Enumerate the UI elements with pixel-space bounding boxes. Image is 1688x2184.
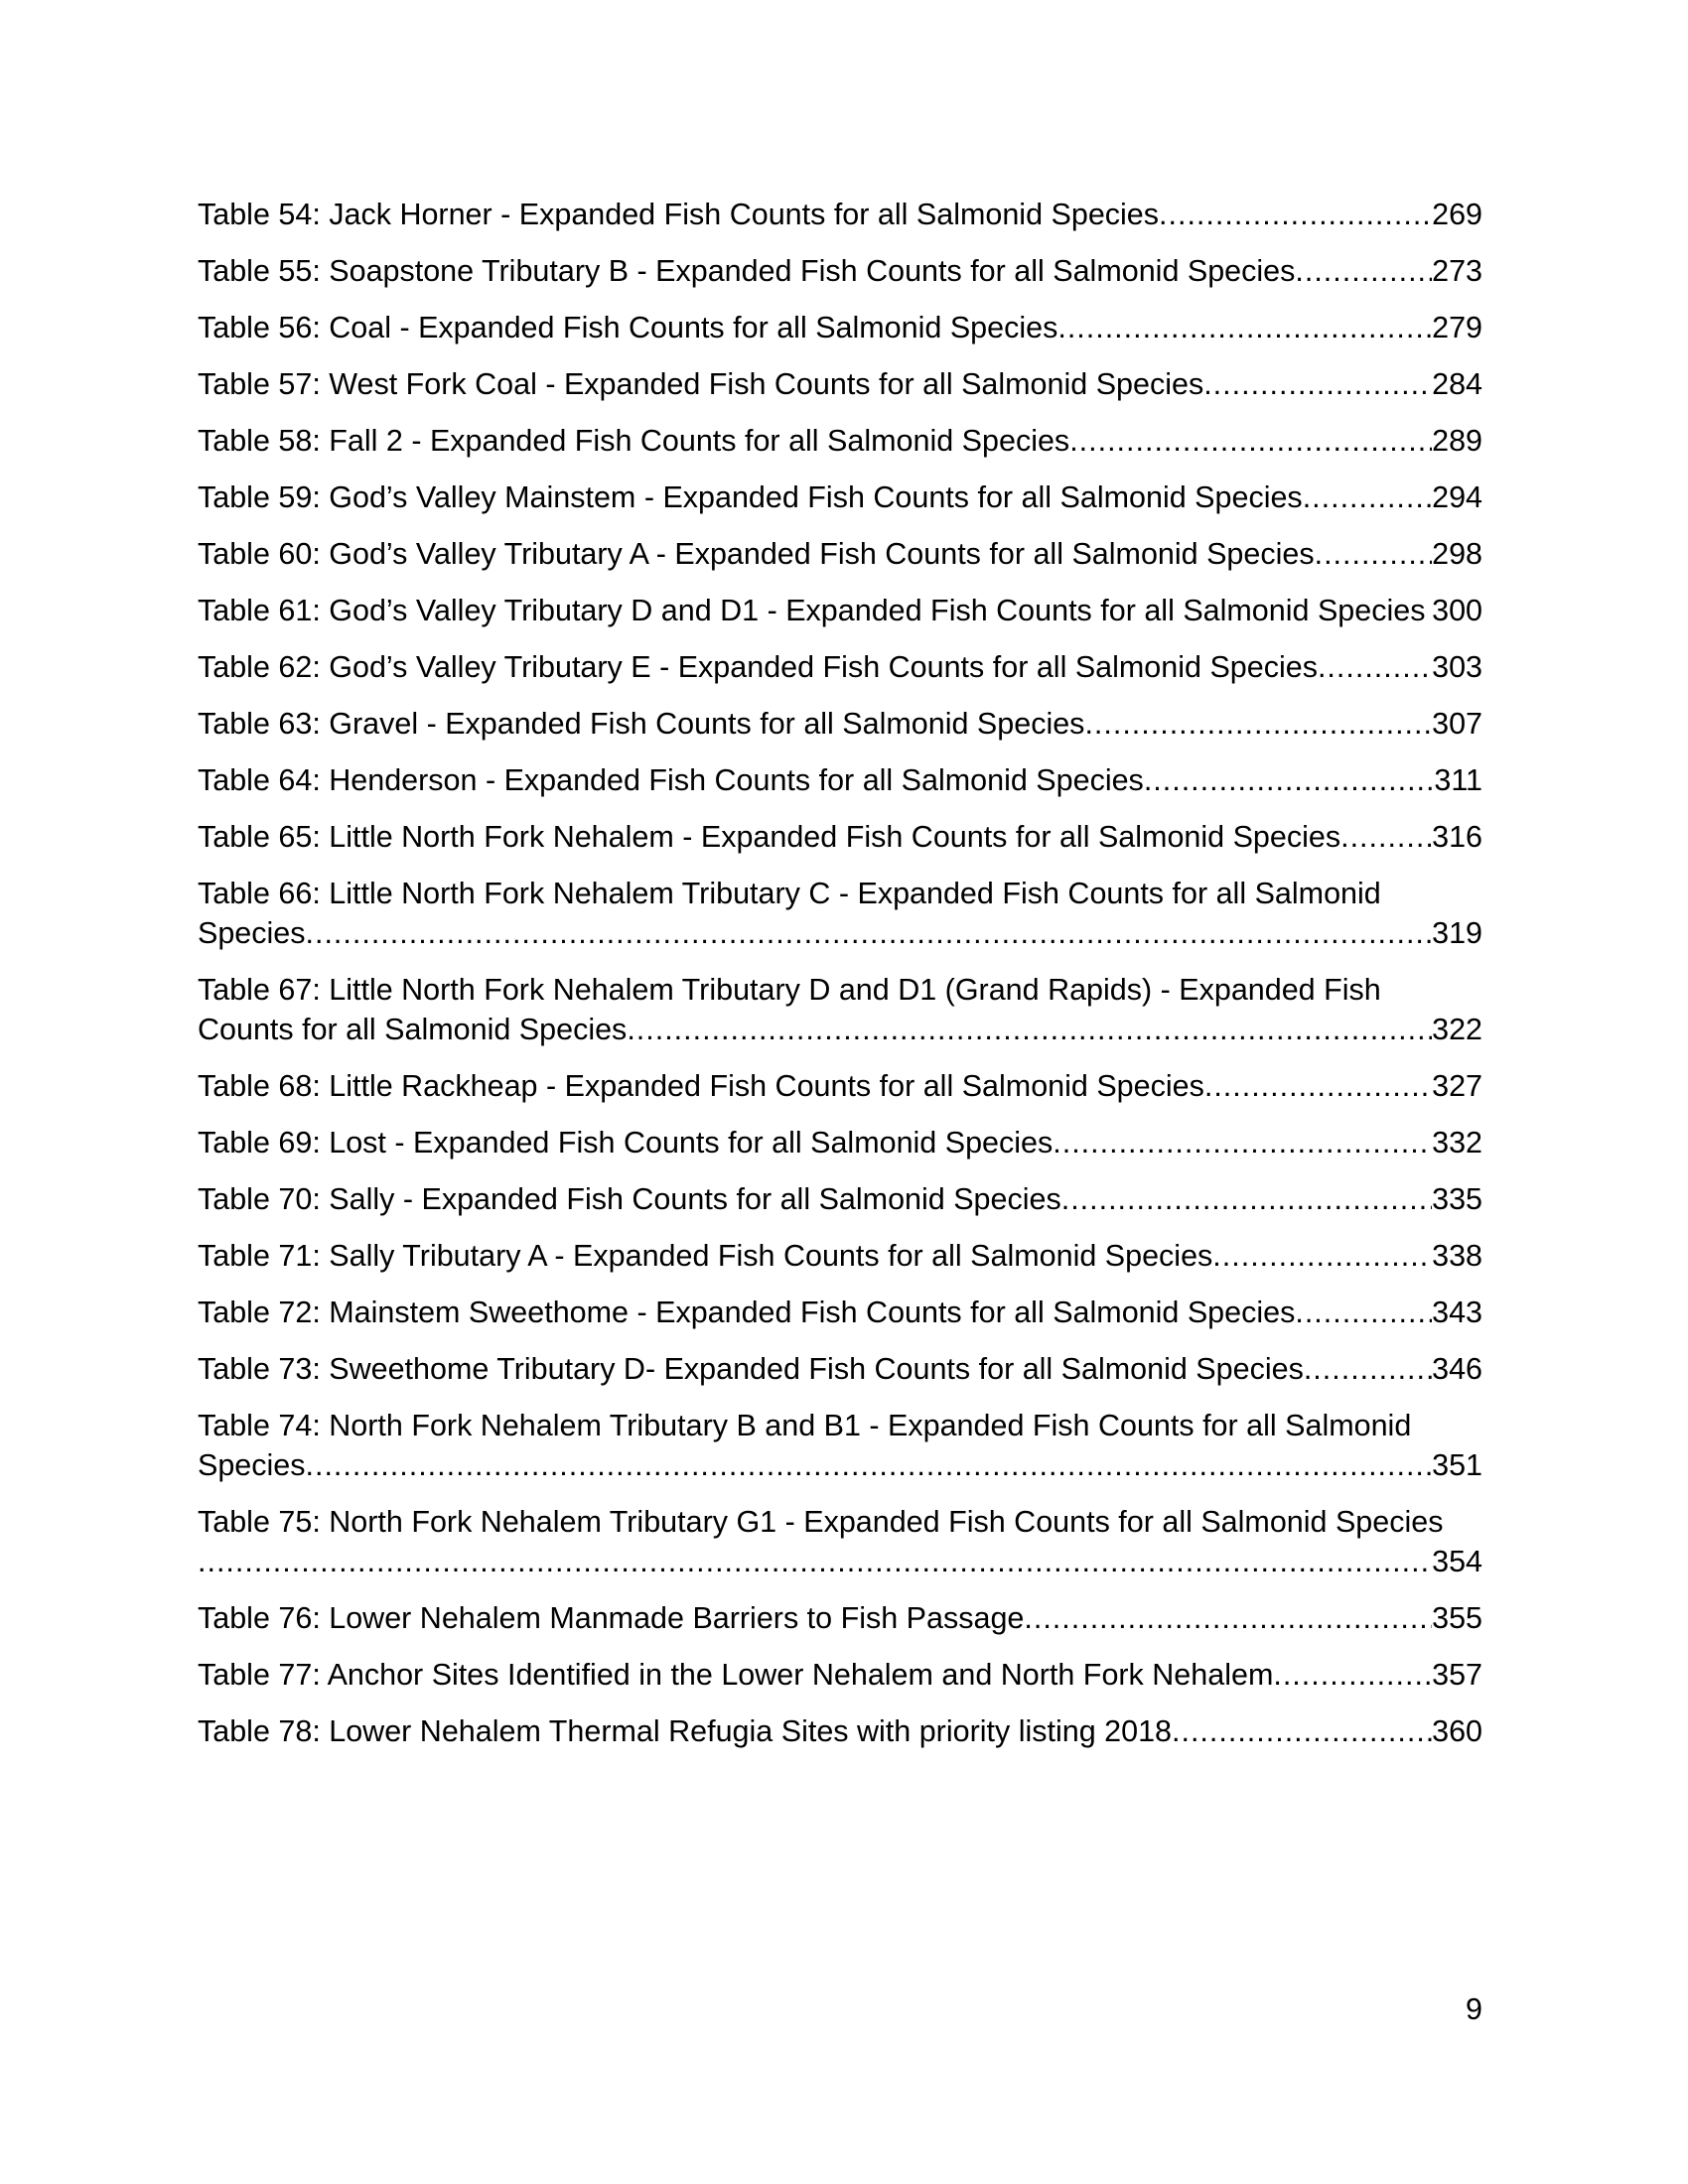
toc-entry-title: Table 68: Little Rackheap - Expanded Fish Counts for all Salmonid Species <box>198 1069 1204 1103</box>
toc-entry-page: 316 <box>1432 820 1482 854</box>
toc-dot-leader <box>1172 1711 1432 1751</box>
toc-entry-page: 357 <box>1432 1658 1482 1692</box>
toc-entry[interactable] <box>198 591 1482 630</box>
toc-dot-leader <box>1315 534 1433 574</box>
toc-entry[interactable] <box>198 421 1482 461</box>
page-number: 9 <box>1466 1992 1482 2026</box>
toc-entry-title: Table 70: Sally - Expanded Fish Counts for all Salmonid Species <box>198 1182 1061 1216</box>
toc-entry-page: 327 <box>1432 1069 1482 1103</box>
toc-entry-page: 335 <box>1432 1182 1482 1216</box>
toc-entry-title: Table 62: God’s Valley Tributary E - Expanded Fish Counts for all Salmonid Species <box>198 650 1318 684</box>
toc-entry-title-line: Table 66: Little North Fork Nehalem Tributary C - Expanded Fish Counts for all Salmonid <box>198 877 1381 910</box>
toc-entry[interactable] <box>198 874 1482 953</box>
toc-entry[interactable] <box>198 364 1482 404</box>
toc-entry-title: Table 63: Gravel - Expanded Fish Counts for all Salmonid Species <box>198 707 1085 741</box>
toc-dot-leader <box>1024 1598 1432 1638</box>
toc-entry-page: 322 <box>1432 1013 1482 1046</box>
toc-entry-line <box>198 817 1482 857</box>
toc-entry-title: Table 77: Anchor Sites Identified in the Lower Nehalem and North Fork Nehalem <box>198 1658 1274 1692</box>
toc-entry-line <box>198 308 1482 347</box>
toc-dot-leader <box>1318 647 1432 687</box>
toc-entry-title-line: Table 75: North Fork Nehalem Tributary G1 - Expanded Fish Counts for all Salmonid Species <box>198 1505 1444 1539</box>
toc-entry-line <box>198 251 1482 291</box>
toc-entry-title: Table 76: Lower Nehalem Manmade Barriers to Fish Passage <box>198 1601 1025 1635</box>
toc-dot-leader <box>1204 1066 1432 1106</box>
toc-entry[interactable] <box>198 1655 1482 1695</box>
toc-dot-leader <box>1340 817 1432 857</box>
toc-entry-page: 346 <box>1432 1352 1482 1386</box>
toc-dot-leader <box>1295 251 1432 291</box>
toc-entry-title: Species <box>198 916 306 950</box>
toc-entry-page: 279 <box>1432 311 1482 344</box>
toc-entry-line <box>198 1236 1482 1276</box>
toc-entry[interactable] <box>198 478 1482 517</box>
toc-entry-line <box>198 1349 1482 1389</box>
toc-entry[interactable] <box>198 1349 1482 1389</box>
toc-entry-line <box>198 913 1482 953</box>
toc-dot-leader <box>1304 1349 1432 1389</box>
toc-entry-line <box>198 1293 1482 1332</box>
toc-entry[interactable] <box>198 534 1482 574</box>
toc-entry-line <box>198 1445 1482 1485</box>
toc-entry-line <box>198 1066 1482 1106</box>
toc-entry-title-line: Table 67: Little North Fork Nehalem Tributary D and D1 (Grand Rapids) - Expanded Fish <box>198 973 1381 1007</box>
toc-entry[interactable] <box>198 970 1482 1049</box>
toc-dot-leader <box>627 1010 1432 1049</box>
toc-entry[interactable] <box>198 1179 1482 1219</box>
toc-dot-leader <box>1069 421 1432 461</box>
toc-dot-leader <box>1053 1123 1432 1162</box>
toc-dot-leader <box>1273 1655 1432 1695</box>
toc-entry[interactable] <box>198 817 1482 857</box>
toc-entry-title: Table 55: Soapstone Tributary B - Expanded Fish Counts for all Salmonid Species <box>198 254 1296 288</box>
toc-entry-page: 269 <box>1432 198 1482 231</box>
toc-entry-page: 273 <box>1432 254 1482 288</box>
toc-entry-line <box>198 591 1482 630</box>
toc-entry-line <box>198 364 1482 404</box>
toc-dot-leader <box>1159 195 1432 234</box>
toc-entry-line <box>198 1598 1482 1638</box>
toc-entry-line <box>198 534 1482 574</box>
table-of-contents <box>198 195 1482 1768</box>
toc-entry-title: Table 57: West Fork Coal - Expanded Fish Counts for all Salmonid Species <box>198 367 1204 401</box>
toc-entry[interactable] <box>198 647 1482 687</box>
toc-dot-leader <box>1144 760 1435 800</box>
toc-entry[interactable] <box>198 195 1482 234</box>
toc-entry[interactable] <box>198 704 1482 744</box>
toc-entry-page: 338 <box>1432 1239 1482 1273</box>
toc-entry-line <box>198 1010 1482 1049</box>
toc-entry-line <box>198 760 1482 800</box>
toc-entry-page: 351 <box>1432 1448 1482 1482</box>
toc-entry-title: Table 58: Fall 2 - Expanded Fish Counts for all Salmonid Species <box>198 424 1070 458</box>
toc-entry-title: Table 73: Sweethome Tributary D- Expanded Fish Counts for all Salmonid Species <box>198 1352 1304 1386</box>
toc-entry-line <box>198 1123 1482 1162</box>
toc-entry-line <box>198 1179 1482 1219</box>
toc-entry-line <box>198 1655 1482 1695</box>
toc-dot-leader <box>1057 308 1432 347</box>
toc-dot-leader <box>1295 1293 1432 1332</box>
toc-entry[interactable] <box>198 251 1482 291</box>
toc-entry-page: 311 <box>1434 763 1482 797</box>
toc-entry-title: Table 54: Jack Horner - Expanded Fish Counts for all Salmonid Species <box>198 198 1160 231</box>
toc-entry[interactable] <box>198 308 1482 347</box>
toc-entry-title: Table 69: Lost - Expanded Fish Counts for all Salmonid Species <box>198 1126 1054 1160</box>
toc-entry[interactable] <box>198 1711 1482 1751</box>
toc-entry[interactable] <box>198 1123 1482 1162</box>
toc-entry-page: 319 <box>1432 916 1482 950</box>
toc-entry-title: Table 72: Mainstem Sweethome - Expanded Fish Counts for all Salmonid Species <box>198 1296 1296 1329</box>
toc-entry-title: Table 60: God’s Valley Tributary A - Expanded Fish Counts for all Salmonid Species <box>198 537 1315 571</box>
toc-entry-title: Table 59: God’s Valley Mainstem - Expanded Fish Counts for all Salmonid Species <box>198 480 1303 514</box>
toc-entry[interactable] <box>198 760 1482 800</box>
toc-entry[interactable] <box>198 1236 1482 1276</box>
toc-entry-line <box>198 1711 1482 1751</box>
toc-dot-leader <box>198 1542 1432 1581</box>
toc-entry-title: Table 71: Sally Tributary A - Expanded Fish Counts for all Salmonid Species <box>198 1239 1213 1273</box>
toc-dot-leader <box>1084 704 1432 744</box>
toc-entry-line <box>198 421 1482 461</box>
toc-entry-page: 343 <box>1432 1296 1482 1329</box>
toc-entry-title: Table 65: Little North Fork Nehalem - Expanded Fish Counts for all Salmonid Species <box>198 820 1341 854</box>
toc-entry-line <box>198 195 1482 234</box>
toc-entry-title: Species <box>198 1448 306 1482</box>
toc-entry-page: 289 <box>1432 424 1482 458</box>
toc-entry[interactable] <box>198 1066 1482 1106</box>
toc-dot-leader <box>1061 1179 1432 1219</box>
toc-entry-line <box>198 647 1482 687</box>
toc-entry-page: 294 <box>1432 480 1482 514</box>
toc-entry-page: 284 <box>1432 367 1482 401</box>
toc-entry-title: Table 56: Coal - Expanded Fish Counts for all Salmonid Species <box>198 311 1058 344</box>
toc-entry-page: 307 <box>1432 707 1482 741</box>
toc-entry[interactable] <box>198 1293 1482 1332</box>
toc-dot-leader <box>306 1445 1433 1485</box>
toc-entry-page: 298 <box>1432 537 1482 571</box>
toc-entry-title: Table 61: God’s Valley Tributary D and D1 - Expanded Fish Counts for all Salmonid Species <box>198 594 1426 627</box>
toc-dot-leader <box>1303 478 1432 517</box>
toc-entry-title: Table 64: Henderson - Expanded Fish Counts for all Salmonid Species <box>198 763 1144 797</box>
toc-entry-line <box>198 704 1482 744</box>
toc-entry-page: 303 <box>1432 650 1482 684</box>
toc-entry[interactable] <box>198 1502 1482 1581</box>
toc-entry-line <box>198 478 1482 517</box>
toc-entry-line <box>198 1542 1482 1581</box>
toc-entry-page: 360 <box>1432 1714 1482 1748</box>
toc-entry-title-line: Table 74: North Fork Nehalem Tributary B and B1 - Expanded Fish Counts for all Salmonid <box>198 1409 1412 1442</box>
toc-entry-title: Counts for all Salmonid Species <box>198 1013 628 1046</box>
toc-dot-leader <box>306 913 1433 953</box>
toc-entry-title: Table 78: Lower Nehalem Thermal Refugia Sites with priority listing 2018 <box>198 1714 1173 1748</box>
toc-entry[interactable] <box>198 1598 1482 1638</box>
toc-entry-page: 300 <box>1432 594 1482 627</box>
toc-entry-page: 354 <box>1432 1545 1482 1578</box>
toc-dot-leader <box>1212 1236 1432 1276</box>
toc-dot-leader <box>1203 364 1432 404</box>
toc-entry-page: 332 <box>1432 1126 1482 1160</box>
toc-entry[interactable] <box>198 1406 1482 1485</box>
toc-entry-page: 355 <box>1432 1601 1482 1635</box>
